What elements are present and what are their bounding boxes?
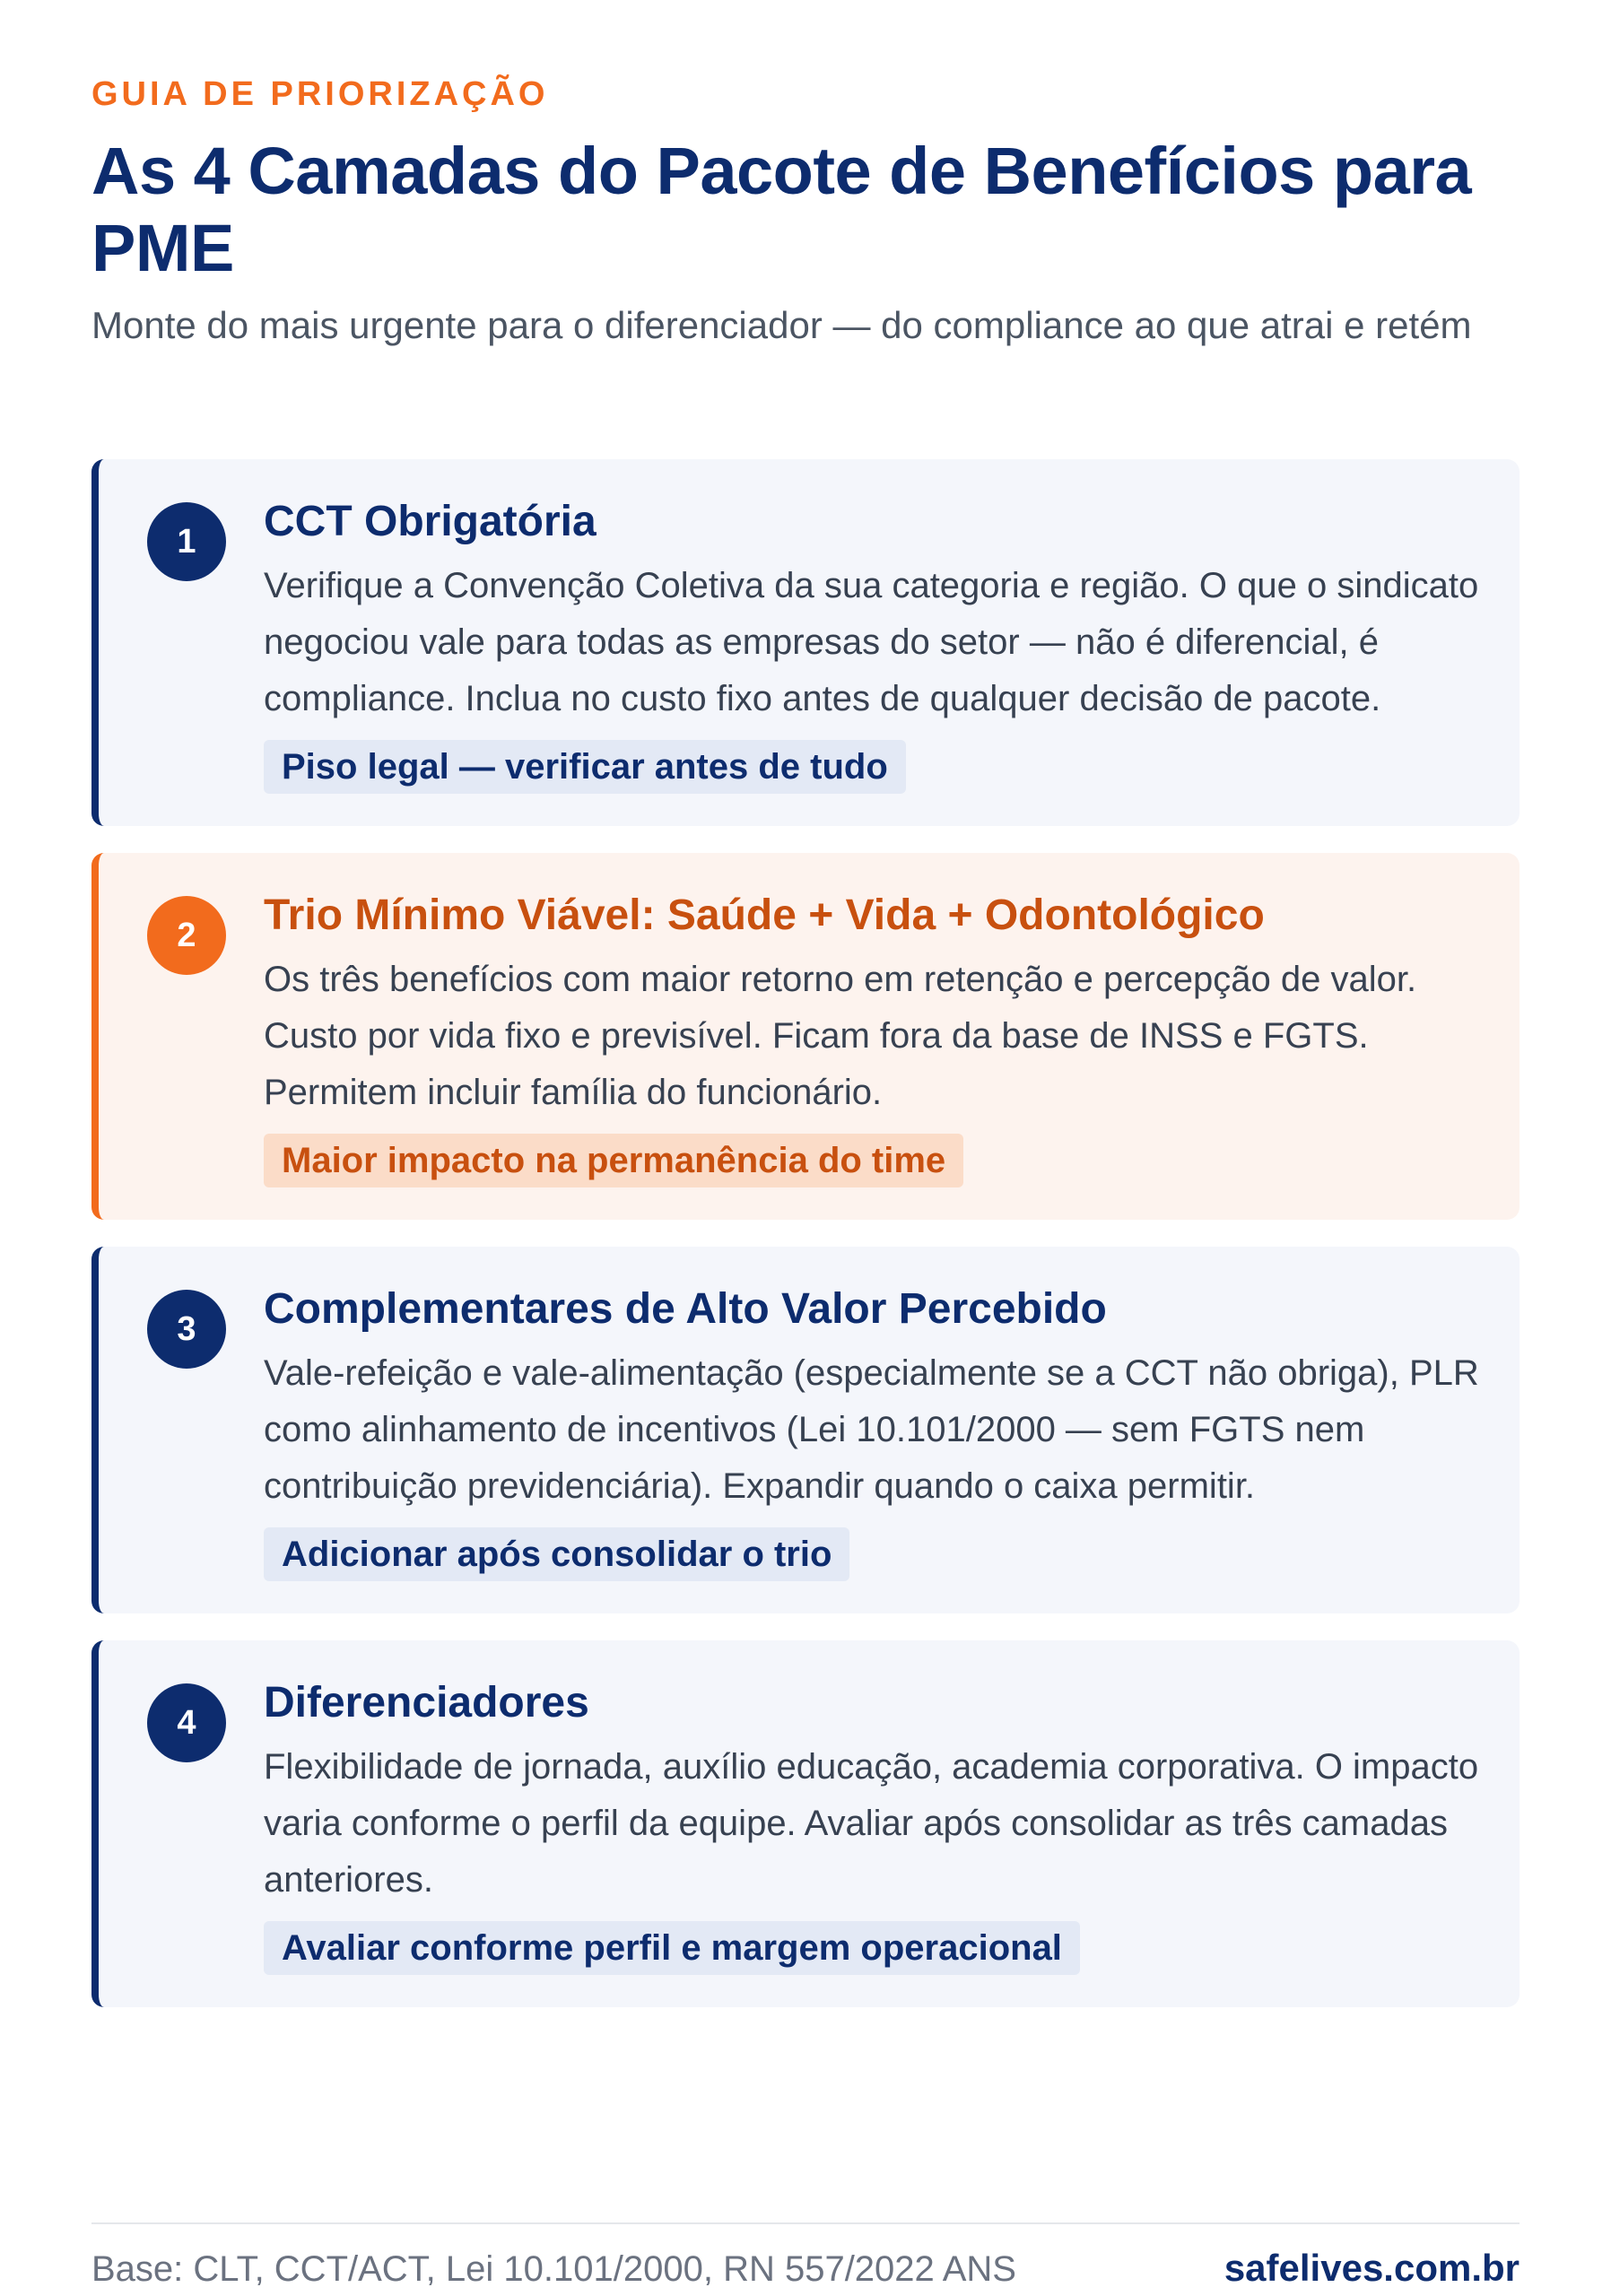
eyebrow-label: GUIA DE PRIORIZAÇÃO — [91, 75, 549, 113]
footer-brand-link[interactable]: safelives.com.br — [1223, 2247, 1520, 2289]
layer-card-3 — [91, 1247, 1520, 1613]
layer-title: Complementares de Alto Valor Percebido — [264, 1285, 1107, 1333]
footer-source: Base: CLT, CCT/ACT, Lei 10.101/2000, RN 557/2022 ANS — [91, 2249, 1016, 2289]
layer-description: Vale-refeição e vale-alimentação (especialmente se a CCT não obriga), PLR como alinhamento de incentivos (Lei 10.101/2000 — sem FGTS nem contribuição previdenciária). Expandir quando o caixa permitir. — [264, 1353, 1479, 1506]
layer-number-badge: 3 — [147, 1290, 226, 1369]
layer-number-badge: 1 — [147, 502, 226, 581]
layer-card-2 — [91, 853, 1520, 1220]
layer-tag: Maior impacto na permanência do time — [264, 1134, 963, 1187]
layer-tag: Piso legal — verificar antes de tudo — [264, 740, 906, 794]
layer-number-badge: 2 — [147, 896, 226, 975]
layer-card-4 — [91, 1640, 1520, 2007]
layer-tag: Adicionar após consolidar o trio — [264, 1527, 849, 1581]
layer-title: CCT Obrigatória — [264, 498, 597, 545]
layer-title: Diferenciadores — [264, 1679, 589, 1726]
layer-card-1 — [91, 459, 1520, 826]
page-subtitle: Monte do mais urgente para o diferenciador — do compliance ao que atrai e retém — [91, 304, 1472, 346]
layer-tag: Avaliar conforme perfil e margem operacional — [264, 1921, 1080, 1975]
layer-number-badge: 4 — [147, 1683, 226, 1762]
layer-description: Flexibilidade de jornada, auxílio educação, academia corporativa. O impacto varia conforme o perfil da equipe. Avaliar após consolidar as três camadas anteriores. — [264, 1747, 1479, 1900]
layer-title: Trio Mínimo Viável: Saúde + Vida + Odontológico — [264, 891, 1265, 939]
page-title: As 4 Camadas do Pacote de Benefícios para PME — [91, 134, 1472, 285]
layer-description: Os três benefícios com maior retorno em retenção e percepção de valor. Custo por vida fixo e previsível. Ficam fora da base de INSS e FGTS. Permitem incluir família do funcionário. — [264, 960, 1417, 1112]
page-header — [91, 72, 1520, 1968]
footer — [91, 2222, 1520, 2292]
layer-list — [91, 459, 1520, 2034]
layer-description: Verifique a Convenção Coletiva da sua categoria e região. O que o sindicato negociou vale para todas as empresas do setor — não é diferencial, é compliance. Inclua no custo fixo antes de qualquer decisão de pacote. — [264, 566, 1479, 718]
